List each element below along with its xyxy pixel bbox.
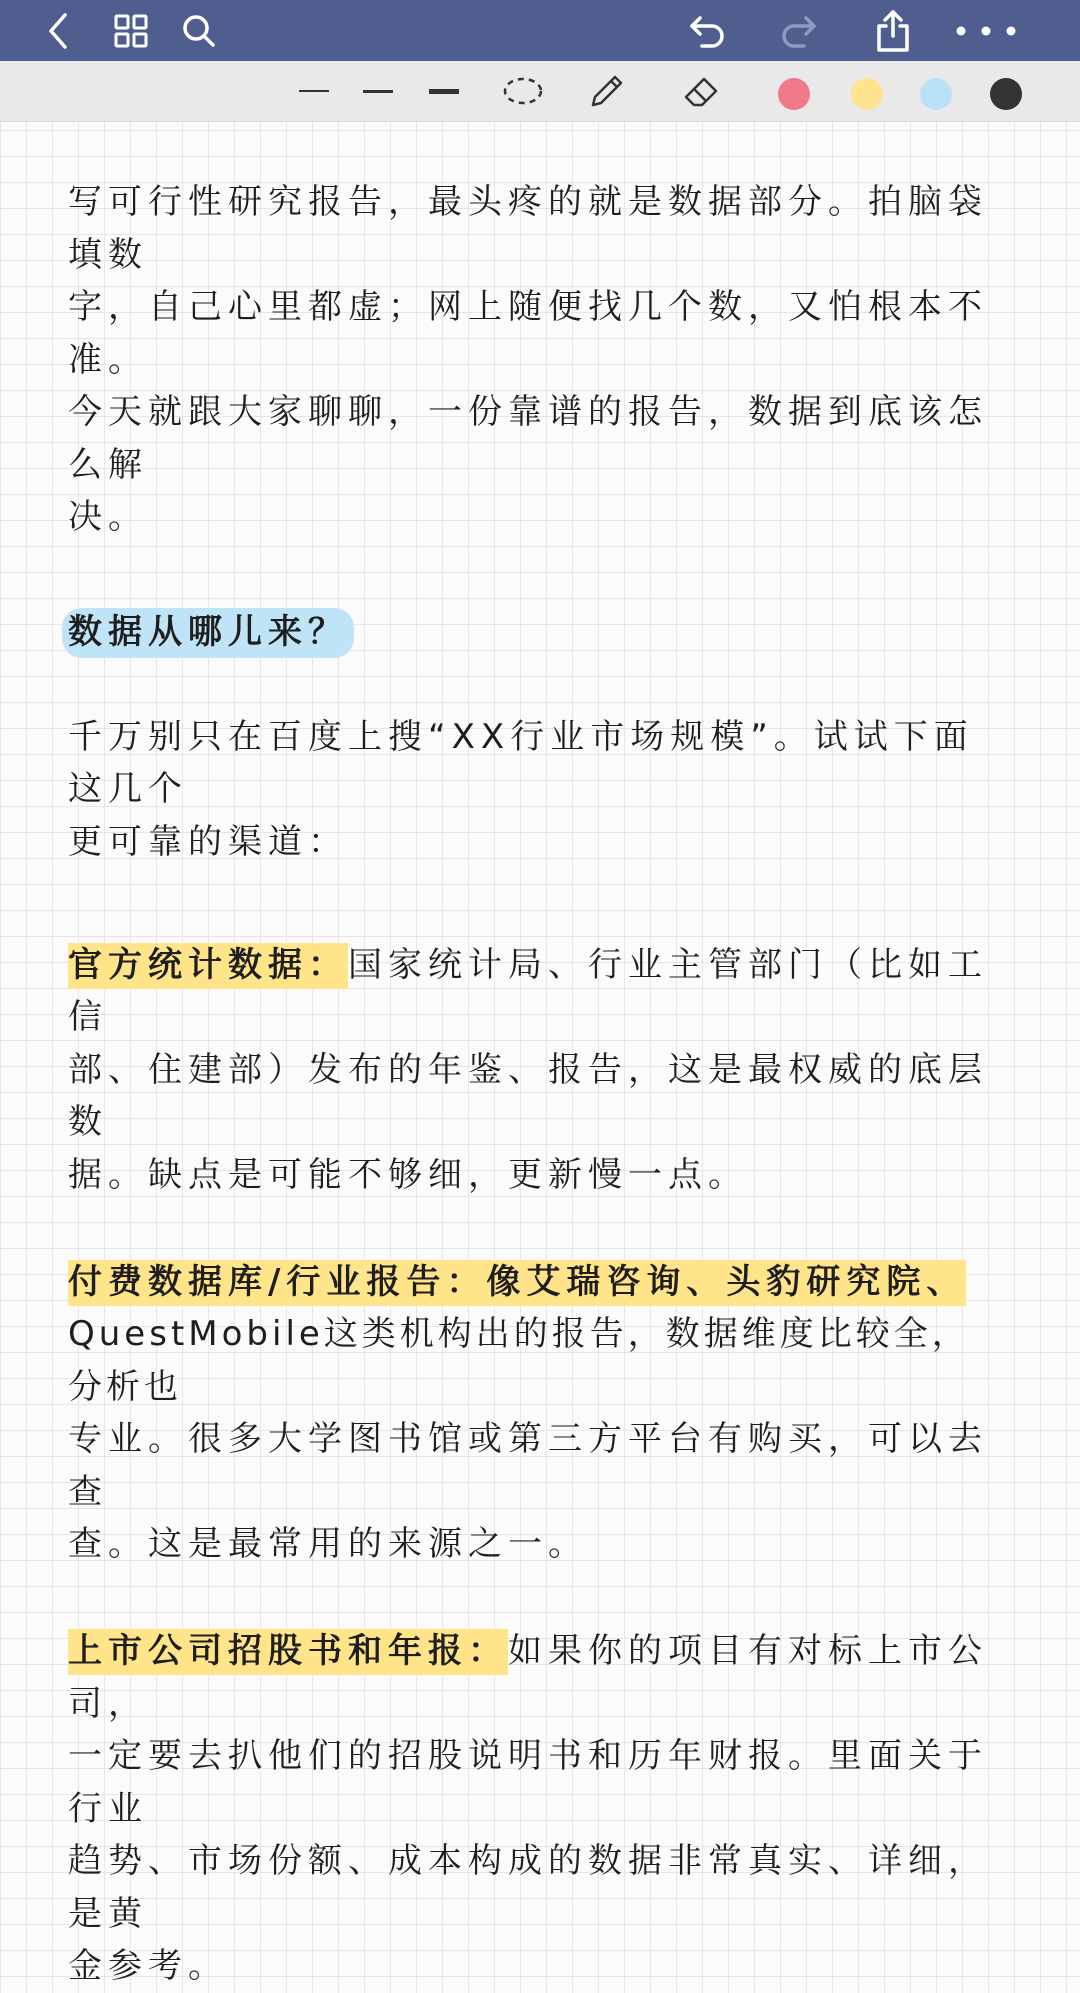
listed-line-3: 趋势、市场份额、成本构成的数据非常真实、详细，是黄 <box>68 1841 988 1934</box>
paid-line-2: QuestMobile这类机构出的报告，数据维度比较全，分析也 <box>68 1314 970 1407</box>
back-icon[interactable] <box>34 6 84 56</box>
eraser-tool-button[interactable] <box>678 67 724 115</box>
lasso-icon <box>502 75 544 107</box>
intro-line-3: 今天就跟大家聊聊，一份靠谱的报告，数据到底该怎么解 <box>68 392 988 485</box>
color-swatch-blue[interactable] <box>920 78 952 110</box>
color-swatch-yellow[interactable] <box>851 78 883 110</box>
redo-icon[interactable] <box>774 6 824 56</box>
pen-size-thick-button[interactable] <box>426 67 462 115</box>
official-label: 官方统计数据： <box>68 943 348 989</box>
listed-line-4: 金参考。 <box>68 1946 228 1986</box>
pen-size-thin-icon <box>299 90 329 92</box>
top-bar <box>0 0 1080 61</box>
lead-line-1: 千万别只在百度上搜“XX行业市场规模”。试试下面这几个 <box>68 716 974 809</box>
pen-size-thin-button[interactable] <box>296 67 332 115</box>
lead-line-2: 更可靠的渠道： <box>68 821 348 862</box>
pen-size-thick-icon <box>429 89 459 94</box>
drawing-toolbar <box>0 61 1080 122</box>
section-heading <box>68 606 998 659</box>
paid-line-3: 专业。很多大学图书馆或第三方平台有购买，可以去查 <box>68 1419 988 1512</box>
listed-line-1 <box>68 1625 998 1730</box>
listed-line-2: 一定要去扒他们的招股说明书和历年财报。里面关于行业 <box>68 1736 988 1829</box>
color-swatch-pink[interactable] <box>778 78 810 110</box>
paid-label: 付费数据库/行业报告：像艾瑞咨询、头豹研究院、 <box>68 1260 966 1306</box>
grid-icon[interactable] <box>106 6 156 56</box>
note-content[interactable] <box>68 176 998 1993</box>
pencil-tool-button[interactable] <box>584 67 630 115</box>
section-heading-text: 数据从哪儿来？ <box>68 608 354 658</box>
intro-line-2: 字，自己心里都虚；网上随便找几个数，又怕根本不准。 <box>68 287 988 380</box>
share-icon[interactable] <box>868 6 918 56</box>
official-line-2: 部、住建部）发布的年鉴、报告，这是最权威的底层数 <box>68 1049 988 1142</box>
more-icon[interactable] <box>946 6 1026 56</box>
official-line-1 <box>68 939 998 1044</box>
color-swatch-black[interactable] <box>990 78 1022 110</box>
pencil-icon <box>587 71 627 111</box>
undo-icon[interactable] <box>682 6 732 56</box>
official-text-1: 国家统计局、行业主管部门（比如工信 <box>68 944 988 1037</box>
pen-size-medium-icon <box>363 90 393 93</box>
paid-line-4: 查。这是最常用的来源之一。 <box>68 1524 588 1564</box>
lasso-tool-button[interactable] <box>500 67 546 115</box>
listed-label: 上市公司招股书和年报： <box>68 1629 508 1675</box>
eraser-icon <box>680 71 722 111</box>
paid-line-1 <box>68 1256 998 1309</box>
pen-size-medium-button[interactable] <box>360 67 396 115</box>
intro-line-1: 写可行性研究报告，最头疼的就是数据部分。拍脑袋填数 <box>68 182 988 275</box>
intro-line-4: 决。 <box>68 497 148 537</box>
listed-text-1: 如果你的项目有对标上市公司， <box>68 1631 988 1724</box>
search-icon[interactable] <box>174 6 224 56</box>
official-line-3: 据。缺点是可能不够细，更新慢一点。 <box>68 1154 748 1195</box>
